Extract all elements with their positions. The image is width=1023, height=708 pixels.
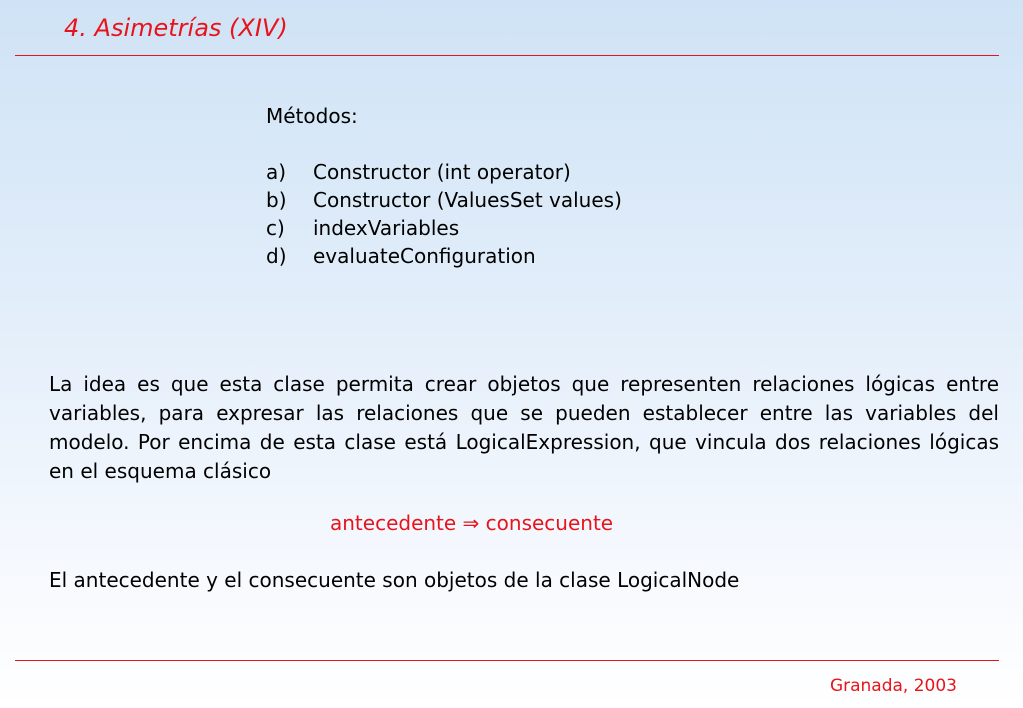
method-text: Constructor (ValuesSet values) — [313, 188, 622, 212]
method-item — [266, 158, 622, 186]
method-item — [266, 242, 622, 270]
methods-heading: Métodos: — [266, 104, 358, 128]
method-item — [266, 214, 622, 242]
footer-location-date: Granada, 2003 — [829, 676, 957, 696]
top-divider — [15, 55, 999, 56]
method-text: evaluateConfiguration — [313, 244, 536, 268]
description-paragraph: La idea es que esta clase permita crear objetos que representen relaciones lógicas entre variables, para expresar las relaciones que se pueden establecer entre las variables del modelo. Por encima de esta clase está LogicalExpression, que vincula dos relaciones lógicas en el esquema clásico — [49, 372, 999, 483]
method-marker: a) — [266, 160, 287, 184]
method-item — [266, 186, 622, 214]
method-marker: d) — [266, 244, 287, 268]
closing-sentence: El antecedente y el consecuente son objetos de la clase LogicalNode — [49, 568, 740, 592]
methods-block — [266, 102, 622, 270]
method-marker: b) — [266, 188, 287, 212]
method-text: indexVariables — [313, 216, 460, 240]
method-marker: c) — [266, 216, 285, 240]
slide-title: 4. Asimetrías (XIV) — [64, 14, 288, 42]
method-text: Constructor (int operator) — [313, 160, 571, 184]
implication-formula: antecedente ⇒ consecuente — [330, 511, 614, 535]
bottom-divider — [15, 660, 999, 661]
